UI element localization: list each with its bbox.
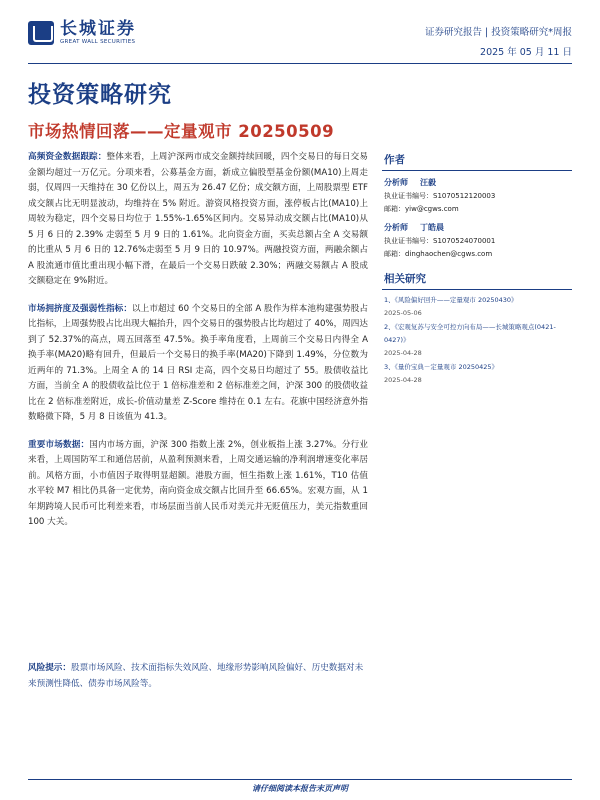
paragraph-lead: 市场拥挤度及强弱性指标： <box>28 303 133 314</box>
email-label: 邮箱： <box>384 205 405 213</box>
report-meta <box>425 24 572 58</box>
related-item[interactable] <box>384 361 572 387</box>
report-category: 证券研究报告 | 投资策略研究*周报 <box>425 27 572 38</box>
footer-disclaimer: 请仔细阅读本报告末页声明 <box>252 784 348 793</box>
sidebar <box>382 150 572 388</box>
logo-name-en: GREAT WALL SECURITIES <box>60 39 136 45</box>
paragraph-text: 以上市超过 60 个交易日的全部 A 股作为样本池构建强势股占比指标，上周强势股占比出现大幅抬升，四个交易日的强势股占比均超过了 40%，周四达到了 52.37%的高点，周五回落至 47.5%。换手率角度看，上周前三个交易日内得全 A 换手率(MA20)略有回升，但最后一个交易日的换手率(MA20)下降到 1.49%，分位数为近两年的 71.3%。上周全 A 的 14 日 RSI 走高，四个交易日均超过了 55。股债收益比方面，当前全 A 的股债收益比位于 1 倍标准差和 2 倍标准差之间，沪深 300 的股债收益比在 2 倍标准差附近，成长-价值动量差 Z-Score 维持在 0.1 左右。花旗中国经济意外指数略微下降，5 月 8 日该值为 41.3。 <box>28 303 368 422</box>
analyst-card <box>382 221 572 261</box>
summary-body <box>28 150 368 543</box>
report-title: 市场热情回落——定量观市 20250509 <box>28 122 335 141</box>
analyst-role: 分析师 <box>384 178 408 187</box>
related-item[interactable] <box>384 294 572 320</box>
analyst-name: 汪毅 <box>420 178 436 187</box>
report-date: 2025 年 05 月 11 日 <box>480 47 572 58</box>
analyst-card <box>382 176 572 216</box>
related-item[interactable] <box>384 321 572 360</box>
risk-lead: 风险提示： <box>28 663 71 673</box>
header-divider <box>28 63 572 64</box>
email-label: 邮箱： <box>384 250 405 258</box>
footer-divider <box>28 779 572 780</box>
related-date: 2025-05-06 <box>384 309 422 317</box>
related-title[interactable]: 2、《宏观复苏与安全可控方向布局——长城策略观点(0421-0427)》 <box>384 323 556 344</box>
related-research-list <box>382 294 572 387</box>
risk-text: 股票市场风险、技术面指标失效风险、地缘形势影响风险偏好、历史数据对未来预测性降低、债券市场风险等。 <box>28 663 364 689</box>
cert-number: S1070524070001 <box>433 237 496 245</box>
summary-paragraph <box>28 438 368 531</box>
authors-heading: 作者 <box>382 150 572 171</box>
great-wall-logo-icon <box>28 21 54 45</box>
company-logo <box>28 20 136 46</box>
summary-paragraph <box>28 302 368 426</box>
related-date: 2025-04-28 <box>384 349 422 357</box>
cert-label: 执业证书编号： <box>384 192 433 200</box>
analyst-email[interactable]: yiw@cgws.com <box>405 205 459 213</box>
risk-warning <box>28 661 368 692</box>
related-research-heading: 相关研究 <box>382 269 572 290</box>
logo-name-cn: 长城证券 <box>60 19 136 39</box>
analyst-role: 分析师 <box>384 223 408 232</box>
related-title[interactable]: 3、《量价宝典－定量观市 20250425》 <box>384 363 499 371</box>
summary-paragraph <box>28 150 368 290</box>
paragraph-text: 整体来看，上周沪深两市成交金额持续回暖，四个交易日的每日交易金额均超过一万亿元。分项来看，公募基金方面，新成立偏股型基金份额(MA10)上周走弱，仅周四一天维持在 30 亿份以上，周五为 26.47 亿份；成交额方面，上周股票型 ETF 成交额占比无明显波动，均维持在 5% 附近。游资风格投资方面，涨停板占比(MA10)上周较为稳定，四个交易日均位于 1.55%-1.65%区间内。交易异动成交额占比(MA10)从 5 月 6 日的 2.39% 走弱至 5 月 9 日的 1.61%。北向资金方面，买卖总额占全 A 交易额的比重从 5 月 6 日的 12.76%走弱至 5 月 9 日的 10.97%。两融投资方面，两融余额占 A 股流通市值比重出现小幅下滑，在最后一个交易日跌破 2.30%；两融交易额占 A 股成交额稳定在 9%附近。 <box>28 152 368 286</box>
report-series-title: 投资策略研究 <box>28 82 172 108</box>
analyst-name: 丁皓晨 <box>420 223 444 232</box>
paragraph-text: 国内市场方面，沪深 300 指数上涨 2%，创业板指上涨 3.27%。分行业来看，上周国防军工和通信居前，从盈利预测来看，上周交通运输的净利润增速变化率居前。风格方面，小市值因子取得明显超额。港股方面，恒生指数上涨 1.61%，T10 估值水平较 M7 相比仍具备一定优势，南向资金成交额占比回升至 66.65%。宏观方面，从 1 年期跨境人民币可比利差来看，市场层面当前人民币对美元并无贬值压力，美元指数重回 100 大关。 <box>28 439 368 527</box>
related-date: 2025-04-28 <box>384 376 422 384</box>
cert-label: 执业证书编号： <box>384 237 433 245</box>
analyst-email[interactable]: dinghaochen@cgws.com <box>405 250 493 258</box>
related-title[interactable]: 1、《风险偏好回升——定量观市 20250430》 <box>384 296 518 304</box>
paragraph-lead: 高频资金数据跟踪： <box>28 152 107 162</box>
paragraph-lead: 重要市场数据： <box>28 439 90 450</box>
cert-number: S1070512120003 <box>433 192 496 200</box>
